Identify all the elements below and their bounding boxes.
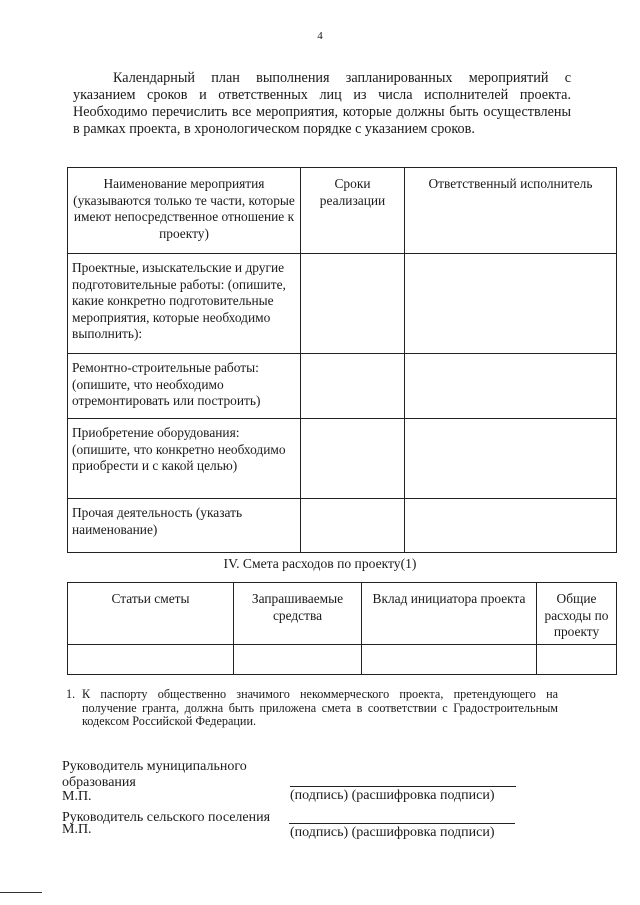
- activity-name-cell: Проектные, изыскательские и другие подготовительные работы: (опишите, какие конкретно подготовительные мероприятия, которые необходимо выполнить):: [68, 254, 301, 354]
- signature-caption-municipal: (подпись) (расшифровка подписи): [290, 788, 495, 803]
- page-number: 4: [317, 30, 323, 42]
- signature-line-municipal[interactable]: [290, 786, 516, 787]
- responsible-cell[interactable]: [405, 419, 617, 499]
- signature-caption-rural: (подпись) (расшифровка подписи): [290, 825, 495, 840]
- dates-cell[interactable]: [301, 499, 405, 553]
- signature-title-municipal: Руководитель муниципального образования: [62, 759, 247, 790]
- requested-funds-cell[interactable]: [234, 645, 362, 675]
- responsible-cell[interactable]: [405, 354, 617, 419]
- stamp-label-municipal: М.П.: [62, 789, 92, 804]
- responsible-cell[interactable]: [405, 254, 617, 354]
- table-row: [68, 499, 617, 553]
- activity-name-cell: Приобретение оборудования: (опишите, что конкретно необходимо приобрести и с какой целью): [68, 419, 301, 499]
- signature-line-rural[interactable]: [289, 823, 515, 824]
- header-responsible: Ответственный исполнитель: [405, 168, 617, 254]
- header-activity-name: Наименование мероприятия (указываются только те части, которые имеют непосредственное отношение к проекту): [68, 168, 301, 254]
- intro-paragraph: Календарный план выполнения запланированных мероприятий с указанием сроков и ответственных лиц из числа исполнителей проекта. Необходимо перечислить все мероприятия, которые должны быть осуществлены в рамках проекта, в хронологическом порядке с указанием сроков.: [73, 70, 571, 137]
- dates-cell[interactable]: [301, 419, 405, 499]
- dates-cell[interactable]: [301, 254, 405, 354]
- budget-items-cell[interactable]: [68, 645, 234, 675]
- initiator-contribution-cell[interactable]: [362, 645, 537, 675]
- table-row: [68, 354, 617, 419]
- header-dates: Сроки реализации: [301, 168, 405, 254]
- header-initiator-contribution: Вклад инициатора проекта: [362, 583, 537, 645]
- signature-title-rural: Руководитель сельского поселения: [62, 810, 271, 825]
- header-requested-funds: Запрашиваемые средства: [234, 583, 362, 645]
- footnote: [66, 687, 558, 729]
- footnote-number: 1.: [66, 687, 76, 701]
- table-row: [68, 254, 617, 354]
- responsible-cell[interactable]: [405, 499, 617, 553]
- footnote-text: К паспорту общественно значимого некоммерческого проекта, претендующего на получение гранта, должна быть приложена смета в соответствии с Градостроительным кодексом Российской Федерации.: [82, 687, 558, 728]
- stamp-label-rural: М.П.: [62, 822, 92, 837]
- table-header-row: [68, 583, 617, 645]
- dates-cell[interactable]: [301, 354, 405, 419]
- header-budget-items: Статьи сметы: [68, 583, 234, 645]
- page-edge-mark: [0, 892, 42, 893]
- activity-name-cell: Прочая деятельность (указать наименование): [68, 499, 301, 553]
- section-title: IV. Смета расходов по проекту(1): [223, 556, 417, 571]
- total-expenses-cell[interactable]: [537, 645, 617, 675]
- activity-name-cell: Ремонтно-строительные работы: (опишите, что необходимо отремонтировать или построить): [68, 354, 301, 419]
- budget-table: [67, 582, 617, 675]
- table-row: [68, 419, 617, 499]
- header-total-expenses: Общие расходы по проекту: [537, 583, 617, 645]
- table-header-row: [68, 168, 617, 254]
- table-row: [68, 645, 617, 675]
- calendar-plan-table: [67, 167, 617, 553]
